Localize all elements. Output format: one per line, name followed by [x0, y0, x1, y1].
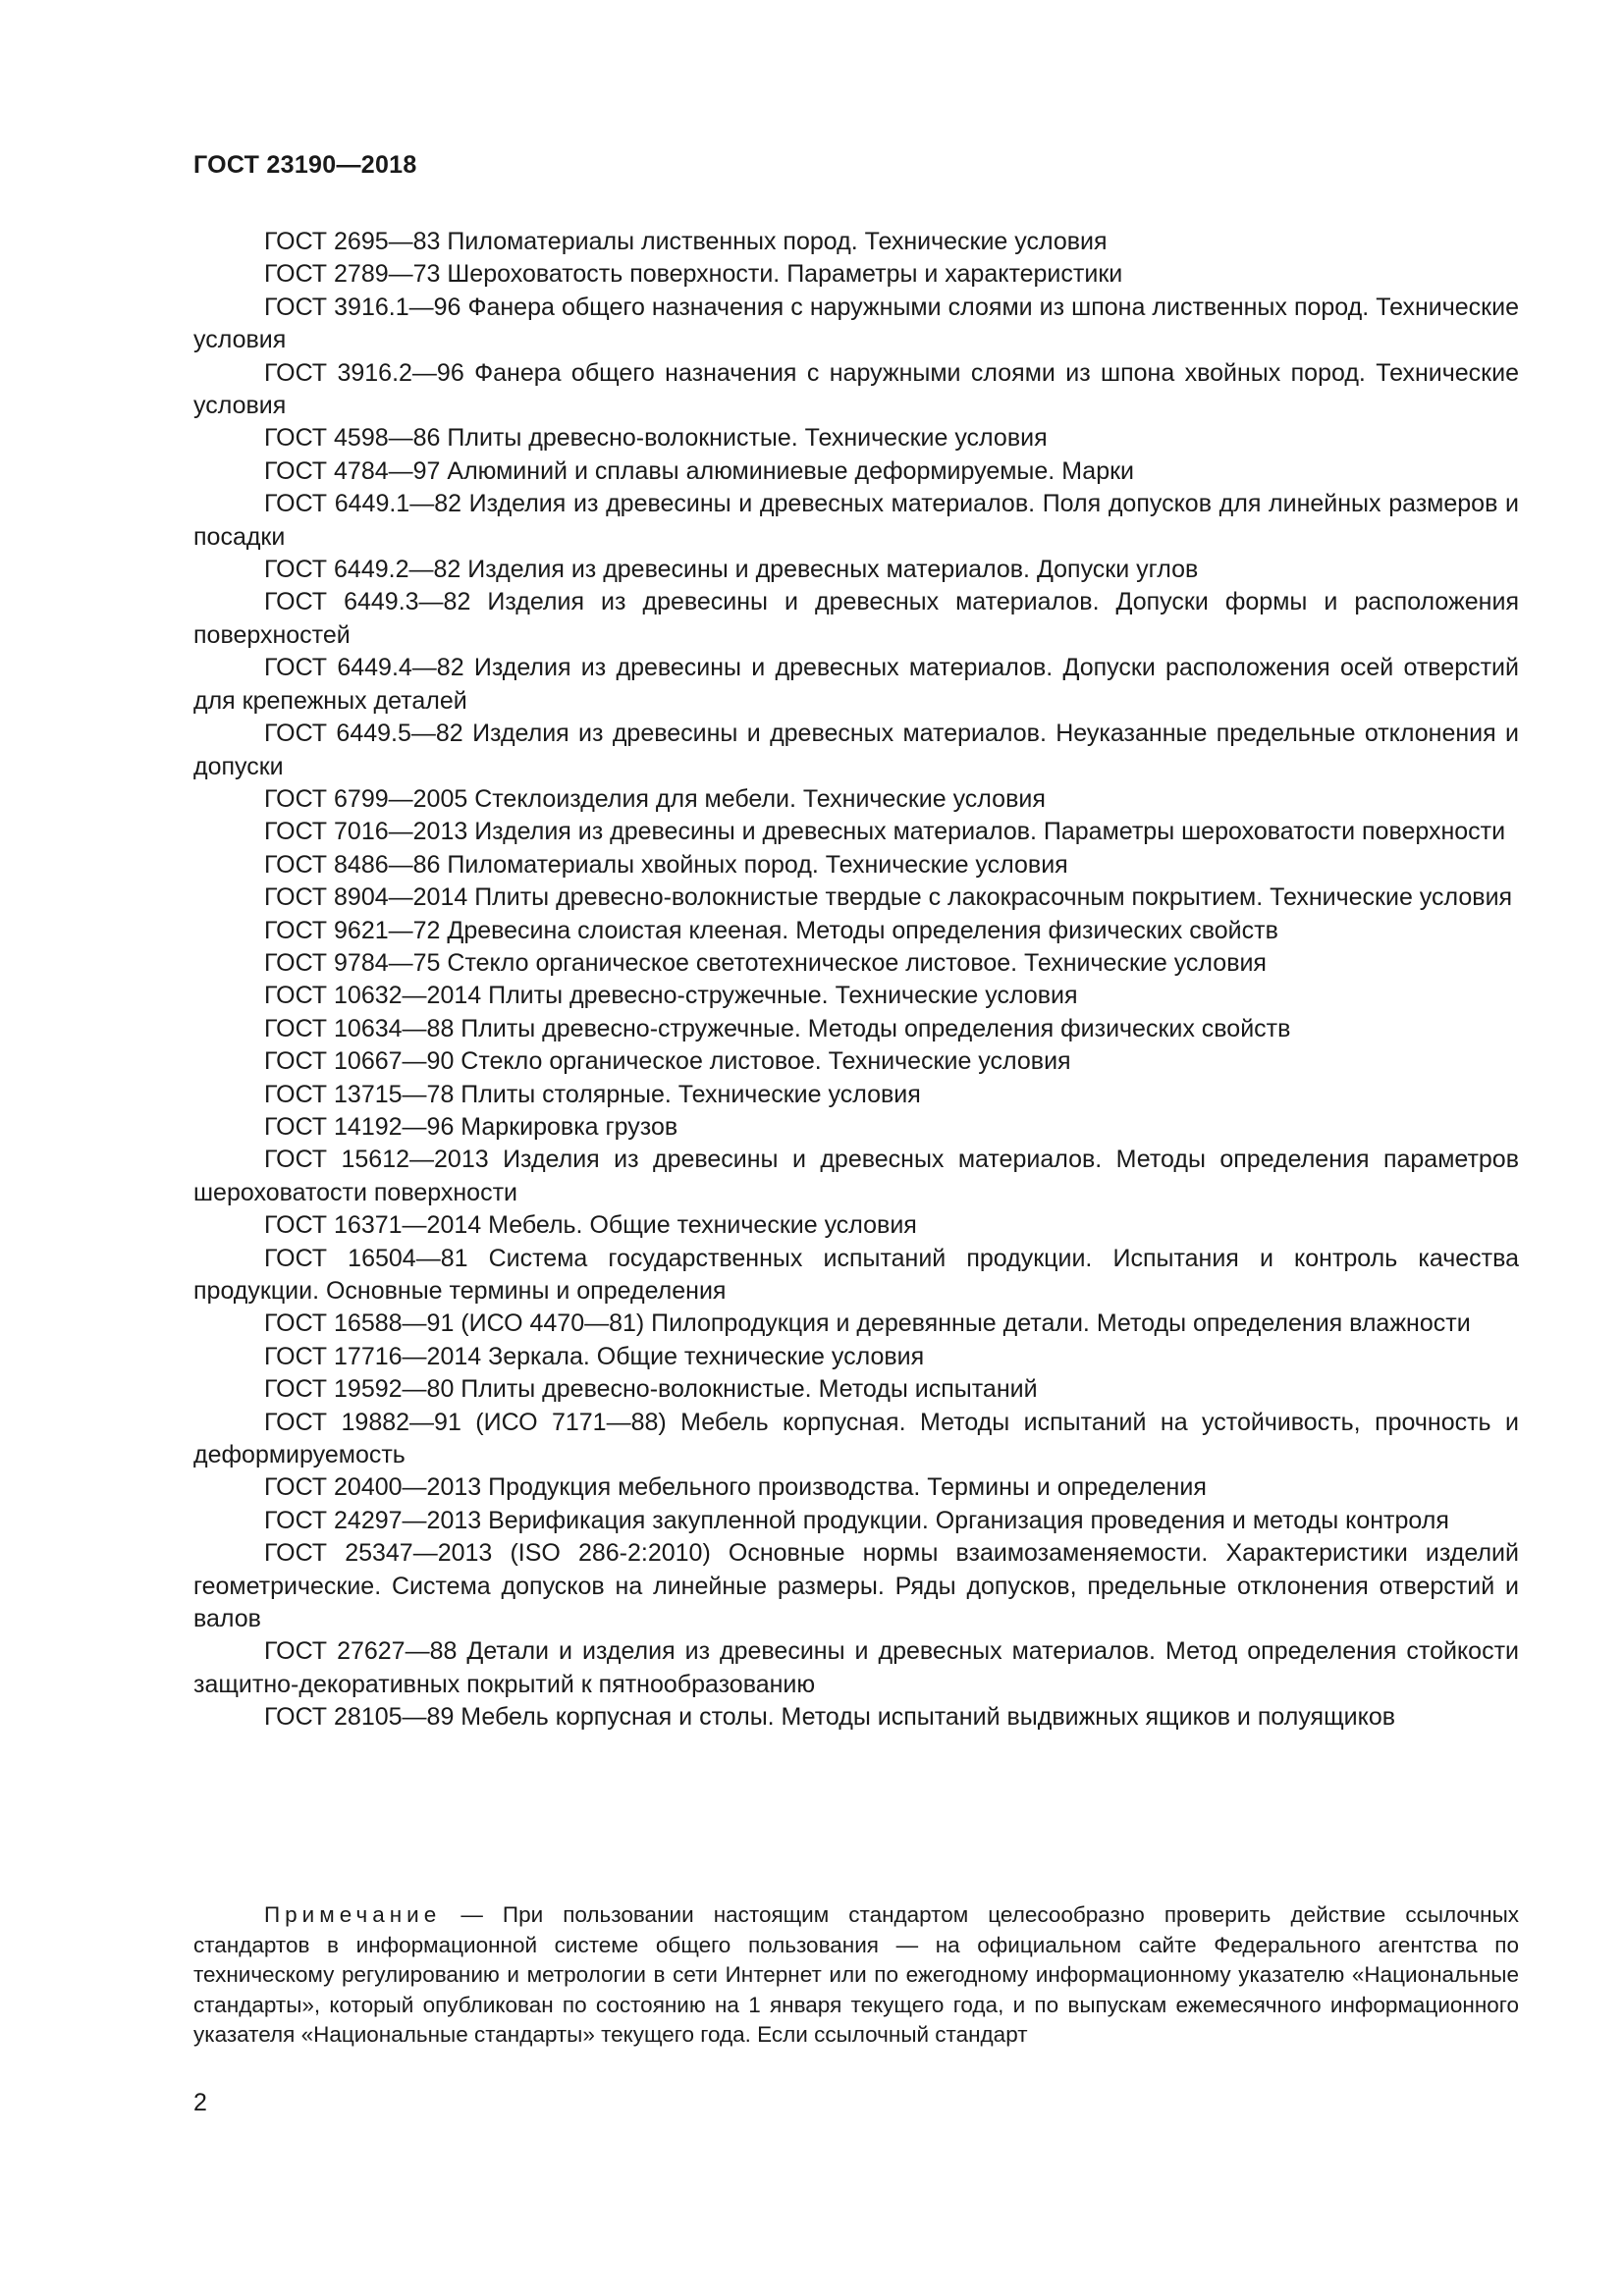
reference-item: ГОСТ 14192—96 Маркировка грузов: [264, 1112, 678, 1141]
reference-item: ГОСТ 28105—89 Мебель корпусная и столы. Методы испытаний выдвижных ящиков и полуящиков: [264, 1703, 1396, 1732]
reference-item: ГОСТ 13715—78 Плиты столярные. Технические условия: [264, 1080, 921, 1108]
reference-item: ГОСТ 27627—88 Детали и изделия из древесины и древесных материалов. Метод определения стойкости защитно-декоративных покрытий к пятнообразованию: [193, 1637, 1519, 1698]
page-number: 2: [193, 2089, 207, 2116]
reference-item: ГОСТ 7016—2013 Изделия из древесины и древесных материалов. Параметры шероховатости поверхности: [264, 818, 1506, 846]
reference-item: ГОСТ 6449.3—82 Изделия из древесины и древесных материалов. Допуски формы и расположения поверхностей: [193, 588, 1519, 649]
note-label: Примечание: [264, 1902, 442, 1927]
reference-item: ГОСТ 16504—81 Система государственных испытаний продукции. Испытания и контроль качества продукции. Основные термины и определения: [193, 1244, 1519, 1305]
reference-item: ГОСТ 10634—88 Плиты древесно-стружечные. Методы определения физических свойств: [264, 1014, 1291, 1042]
reference-item: ГОСТ 20400—2013 Продукция мебельного производства. Термины и определения: [264, 1473, 1207, 1502]
reference-item: ГОСТ 17716—2014 Зеркала. Общие технические условия: [264, 1342, 925, 1370]
normative-references-list: [193, 226, 1519, 1735]
reference-item: ГОСТ 2695—83 Пиломатериалы лиственных пород. Технические условия: [264, 228, 1108, 255]
reference-item: ГОСТ 6449.2—82 Изделия из древесины и древесных материалов. Допуски углов: [264, 556, 1199, 584]
reference-item: ГОСТ 3916.2—96 Фанера общего назначения с наружными слоями из шпона хвойных пород. Технические условия: [193, 358, 1519, 420]
reference-item: ГОСТ 6799—2005 Стеклоизделия для мебели. Технические условия: [264, 784, 1046, 813]
reference-item: ГОСТ 6449.4—82 Изделия из древесины и древесных материалов. Допуски расположения осей отверстий для крепежных деталей: [193, 654, 1519, 715]
reference-item: ГОСТ 4784—97 Алюминий и сплавы алюминиевые деформируемые. Марки: [264, 456, 1135, 485]
note-paragraph: [193, 1900, 1519, 2051]
reference-item: ГОСТ 8904—2014 Плиты древесно-волокнистые твердые с лакокрасочным покрытием. Технические условия: [264, 883, 1513, 912]
document-header: ГОСТ 23190—2018: [193, 151, 417, 179]
reference-item: ГОСТ 16371—2014 Мебель. Общие технические условия: [264, 1211, 917, 1240]
reference-item: ГОСТ 15612—2013 Изделия из древесины и древесных материалов. Методы определения параметров шероховатости поверхности: [193, 1146, 1519, 1206]
reference-item: ГОСТ 9784—75 Стекло органическое светотехническое листовое. Технические условия: [264, 948, 1267, 977]
reference-item: ГОСТ 19882—91 (ИСО 7171—88) Мебель корпусная. Методы испытаний на устойчивость, прочность и деформируемость: [193, 1408, 1519, 1469]
reference-item: ГОСТ 2789—73 Шероховатость поверхности. Параметры и характеристики: [264, 260, 1123, 289]
reference-item: ГОСТ 10632—2014 Плиты древесно-стружечные. Технические условия: [264, 982, 1078, 1010]
reference-item: ГОСТ 24297—2013 Верификация закупленной продукции. Организация проведения и методы контроля: [264, 1506, 1449, 1534]
reference-item: ГОСТ 10667—90 Стекло органическое листовое. Технические условия: [264, 1047, 1071, 1076]
reference-item: ГОСТ 4598—86 Плиты древесно-волокнистые. Технические условия: [264, 424, 1048, 453]
reference-item: ГОСТ 6449.5—82 Изделия из древесины и древесных материалов. Неуказанные предельные отклонения и допуски: [193, 720, 1519, 780]
reference-item: ГОСТ 25347—2013 (ISO 286-2:2010) Основные нормы взаимозаменяемости. Характеристики изделий геометрические. Система допусков на линейные размеры. Ряды допусков, предельные отклонения отверстий и валов: [193, 1539, 1519, 1633]
reference-item: ГОСТ 6449.1—82 Изделия из древесины и древесных материалов. Поля допусков для линейных размеров и посадки: [193, 490, 1519, 551]
reference-item: ГОСТ 9621—72 Древесина слоистая клееная. Методы определения физических свойств: [264, 916, 1278, 944]
reference-item: ГОСТ 16588—91 (ИСО 4470—81) Пилопродукция и деревянные детали. Методы определения влажности: [264, 1309, 1471, 1338]
reference-item: ГОСТ 19592—80 Плиты древесно-волокнистые. Методы испытаний: [264, 1375, 1038, 1404]
reference-item: ГОСТ 3916.1—96 Фанера общего назначения с наружными слоями из шпона лиственных пород. Технические условия: [193, 293, 1519, 354]
note-text: — При пользовании настоящим стандартом целесообразно проверить действие ссылочных стандартов в информационной системе общего пользования — на официальном сайте Федерального агентства по техническому регулированию и метрологии в сети Интернет или по ежегодному информационному указателю «Национальные стандарты», который опубликован по состоянию на 1 января текущего года, и по выпускам ежемесячного информационного указателя «Национальные стандарты» текущего года. Если ссылочный стандарт: [193, 1902, 1519, 2047]
reference-item: ГОСТ 8486—86 Пиломатериалы хвойных пород. Технические условия: [264, 850, 1068, 879]
